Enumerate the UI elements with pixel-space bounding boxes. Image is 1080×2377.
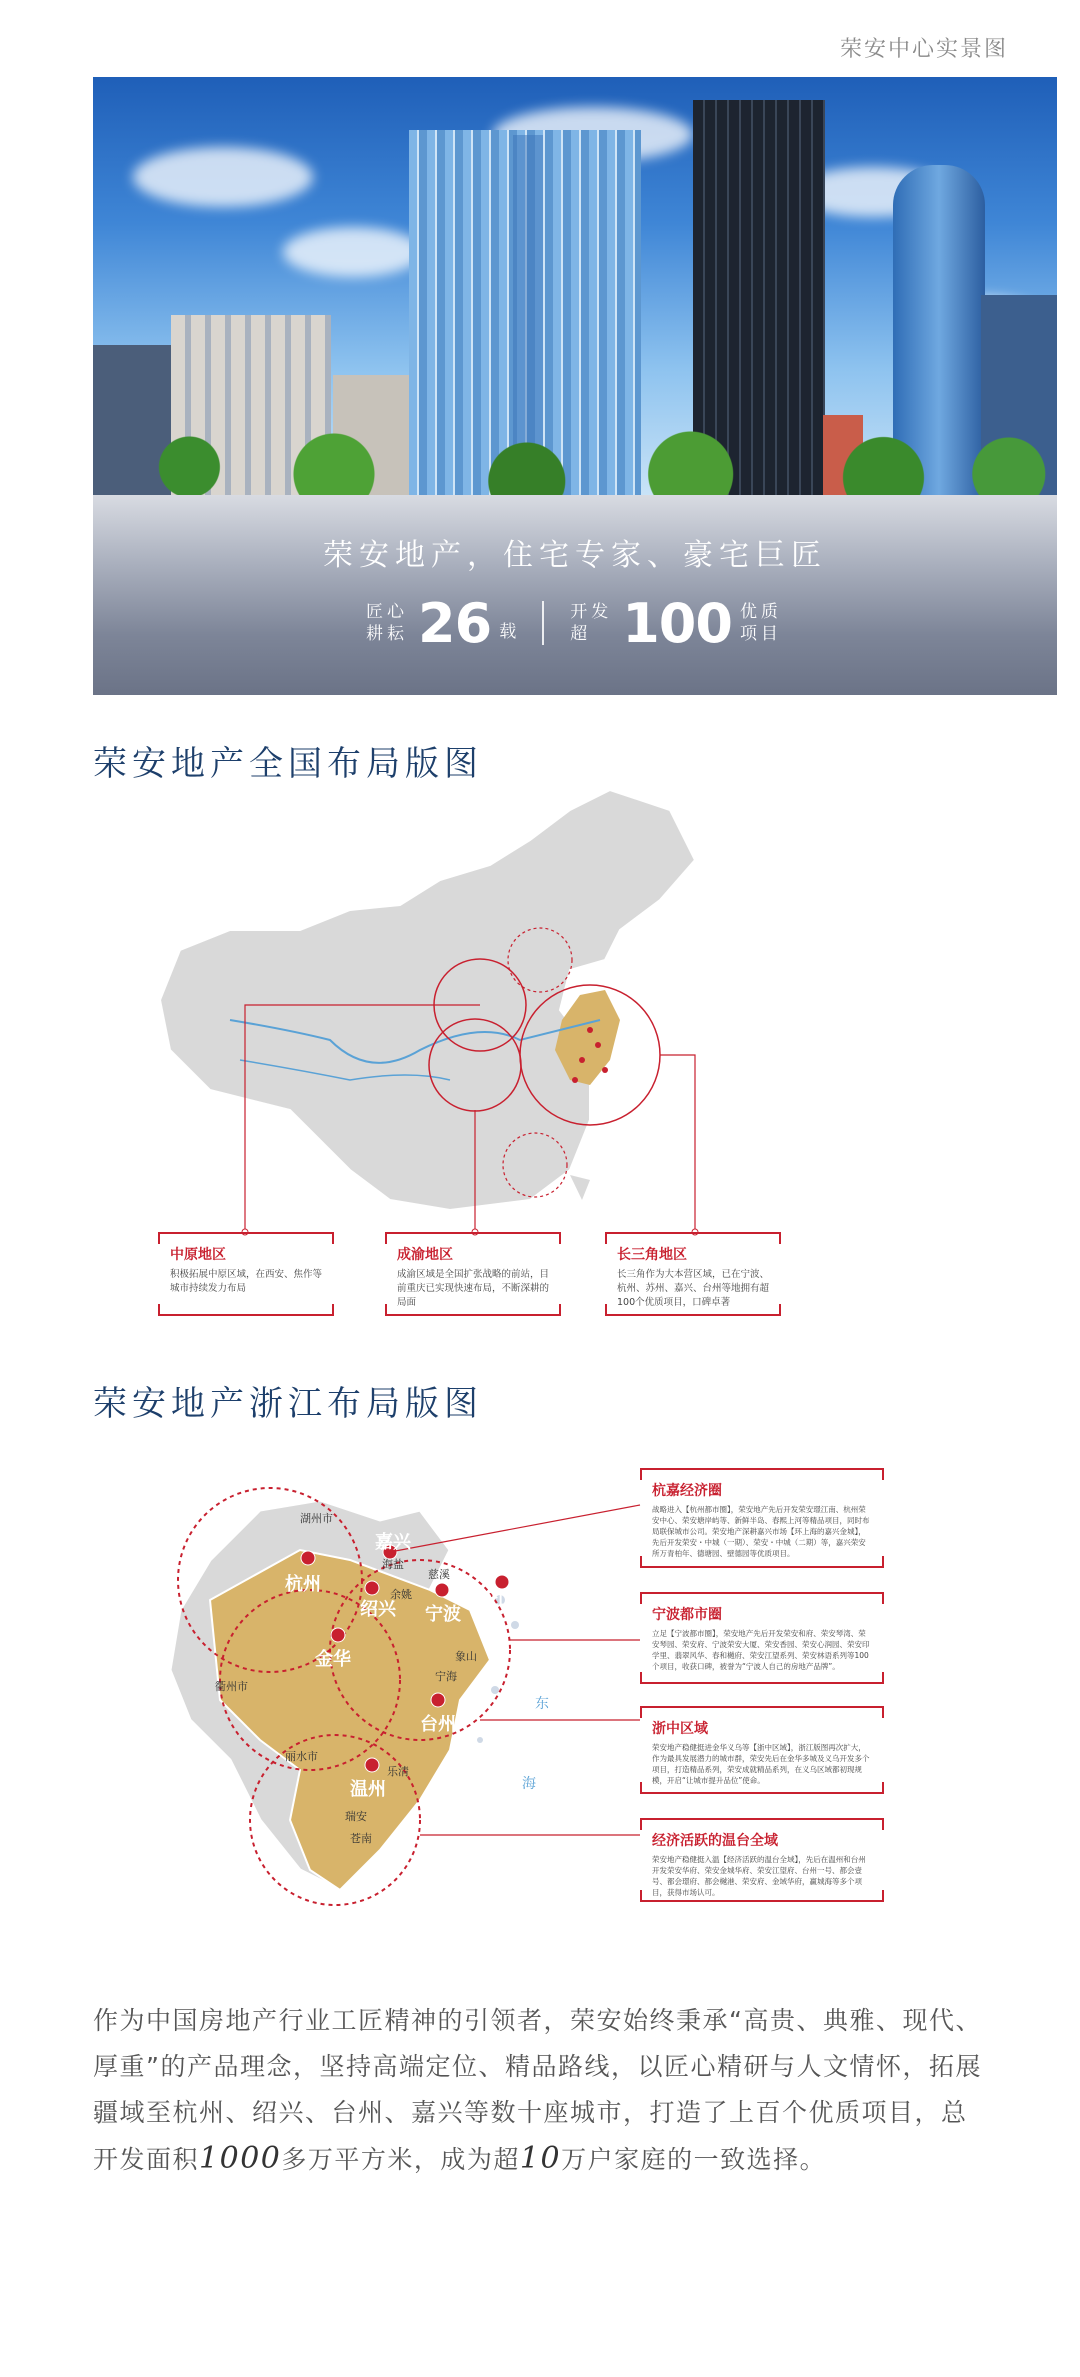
intro-paragraph <box>93 1998 993 2183</box>
area-desc: 荣安地产稳健挺进金华义乌等【浙中区域】，浙江版图再次扩大，作为最具发展潜力的城市群，荣安先后在金华多城及义乌开发多个项目，打造精品系列，荣安成就精品系列，在义乌区域都初现规模，开启“让城市提升品位”使命。 <box>652 1743 870 1785</box>
stat-projects-prefix: 开发超 <box>570 602 613 644</box>
paragraph-number-area: 1000 <box>199 2141 282 2176</box>
area-box-wentai <box>640 1818 884 1902</box>
city-label: 温州 <box>350 1779 386 1800</box>
region-desc: 长三角作为大本营区域，已在宁波、杭州、苏州、嘉兴、台州等地拥有超100个优质项目，口碑卓著 <box>617 1269 770 1308</box>
china-outline <box>160 790 695 1210</box>
area-desc: 荣安地产稳健挺入温【经济活跃的温台全域】，先后在温州和台州开发荣安华府、荣安金城华府、荣安江望府、台州一号、都会壹号、都会璟府、都会樾港、荣安府、金域华府，赢城海等多个项目，获得市场认可。 <box>652 1855 866 1897</box>
city-label: 宁海 <box>435 1670 457 1683</box>
city-label: 绍兴 <box>360 1599 396 1620</box>
area-name: 浙中区域 <box>652 1721 708 1737</box>
paragraph-text-2: 多万平方米，成为超 <box>281 2145 520 2174</box>
sea-label: 东 <box>535 1696 549 1712</box>
city-label: 海盐 <box>382 1558 404 1571</box>
paragraph-text-3: 万户家庭的一致选择。 <box>561 2145 827 2174</box>
area-box-zhezhong <box>640 1706 884 1794</box>
national-map-title: 荣安地产全国布局版图 <box>93 744 483 784</box>
paragraph-number-households: 10 <box>519 2141 562 2176</box>
city-label: 苍南 <box>350 1832 372 1845</box>
city-label: 舟山 <box>480 1589 516 1610</box>
stat-years-unit: 载 <box>499 622 517 642</box>
sea-label: 海 <box>522 1776 536 1792</box>
region-box-yangtze <box>605 1232 781 1316</box>
city-label: 丽水市 <box>285 1750 318 1763</box>
area-name: 宁波都市圈 <box>652 1607 722 1623</box>
hero-headline: 荣安地产，住宅专家、豪宅巨匠 <box>323 538 827 573</box>
photo-caption: 荣安中心实景图 <box>839 37 1008 62</box>
stat-divider <box>542 601 544 645</box>
stat-years-prefix: 匠心耕耘 <box>366 602 409 644</box>
region-desc: 成渝区域是全国扩张战略的前站，目前重庆已实现快速布局，不断深耕的局面 <box>397 1269 550 1308</box>
city-label: 宁波 <box>425 1604 461 1625</box>
region-box-chengyu <box>385 1232 561 1316</box>
city-label: 乐清 <box>387 1765 409 1778</box>
city-label: 余姚 <box>390 1588 412 1601</box>
region-box-central <box>158 1232 334 1316</box>
stat-projects-value: 100 <box>622 591 732 655</box>
city-label: 湖州市 <box>300 1512 333 1525</box>
city-label: 杭州 <box>285 1574 321 1595</box>
leader-yangtze <box>660 1055 695 1232</box>
area-name: 杭嘉经济圈 <box>652 1483 722 1499</box>
paragraph-text-1: 作为中国房地产行业工匠精神的引领者，荣安始终秉承“高贵、典雅、现代、厚重”的产品理念，坚持高端定位、精品路线，以匠心精研与人文情怀，拓展疆域至杭州、绍兴、台州、嘉兴等数十座城市，打造了上百个优质项目，总开发面积 <box>93 2006 982 2174</box>
area-box-ningbo <box>640 1592 884 1684</box>
city-label: 衢州市 <box>215 1680 248 1693</box>
hero-photo <box>93 77 1057 495</box>
city-label: 象山 <box>455 1650 477 1663</box>
area-name: 经济活跃的温台全域 <box>652 1833 778 1849</box>
region-name: 中原地区 <box>170 1247 226 1263</box>
city-label: 瑞安 <box>345 1810 367 1823</box>
stat-projects-unit: 优质项目 <box>739 602 782 644</box>
city-label: 嘉兴 <box>375 1532 411 1553</box>
zhejiang-map-title: 荣安地产浙江布局版图 <box>93 1384 483 1424</box>
zhejiang-map <box>150 1440 650 1930</box>
city-label: 金华 <box>315 1649 351 1670</box>
region-desc: 积极拓展中原区域，在西安、焦作等城市持续发力布局 <box>170 1269 323 1294</box>
area-desc: 战略进入【杭州都市圈】，荣安地产先后开发荣安璟江南、杭州荣安中心、荣安塘岸屿等、新鲜半岛、春熙上河等精品项目，同时布局联保城市公司。荣安地产深耕嘉兴市场【环上海的嘉兴金城】，先后开发荣安・中城（一期）、荣安・中城（二期）等，嘉兴荣安所万青柏年、德塘园、壁德园等优质项目。 <box>652 1505 870 1558</box>
city-label: 慈溪 <box>428 1568 450 1581</box>
area-desc: 立足【宁波都市圈】，荣安地产先后开发荣安和府、荣安琴湾、荣安琴园、荣安府、宁波荣安大厦、荣安香园、荣安心润园、荣安印学里、翡翠风华、春和樾府、荣安江望系列、荣安林语系列等100个项目，收获口碑，被誉为“宁波人自己的房地产品牌”。 <box>652 1629 870 1671</box>
city-label: 台州 <box>420 1714 456 1735</box>
hero-stats <box>93 588 1057 658</box>
area-box-hangjia <box>640 1468 884 1568</box>
stat-years-value: 26 <box>418 591 492 655</box>
region-name: 成渝地区 <box>397 1247 453 1263</box>
region-name: 长三角地区 <box>617 1247 687 1263</box>
